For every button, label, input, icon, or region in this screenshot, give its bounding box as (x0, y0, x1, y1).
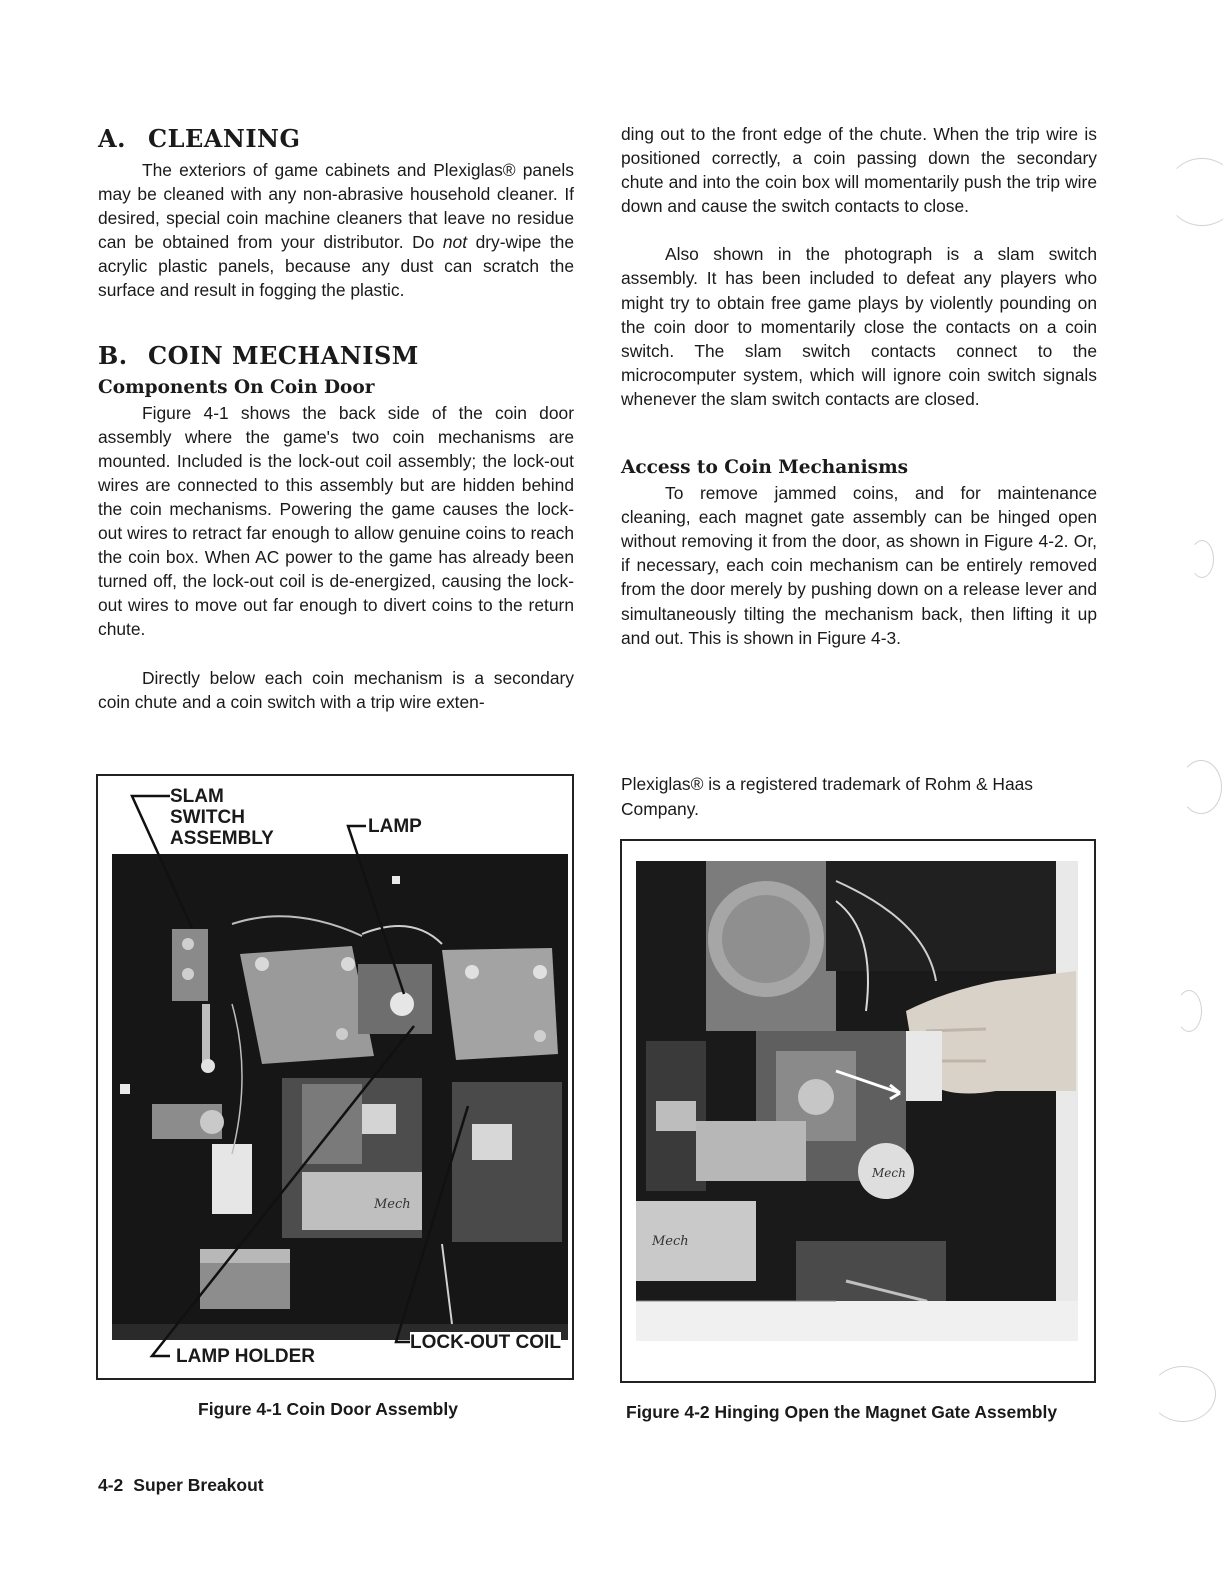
coin-chute-paragraph-continued: ding out to the front edge of the chute. When the trip wire is positioned correctly, a coin passing down the secondary chute and into the coin box will momentarily push the trip wire down and cause the switch contacts to close. (621, 124, 1097, 217)
right-column (621, 122, 1097, 650)
page-number: 4-2 (98, 1475, 124, 1495)
access-subheading: Access to Coin Mechanisms (621, 457, 909, 479)
figure-4-1 (96, 774, 574, 1380)
section-a-title: CLEANING (148, 124, 301, 153)
section-b-heading (98, 339, 574, 373)
trademark-note: Plexiglas® is a registered trademark of Rohm & Haas Company. (621, 774, 1034, 819)
binder-hole (1176, 990, 1202, 1032)
coin-chute-paragraph: Directly below each coin mechanism is a secondary coin chute and a coin switch with a trip wire exten- (98, 667, 574, 712)
binder-hole (1150, 1366, 1216, 1422)
svg-text:Mech: Mech (374, 1197, 411, 1212)
left-column (98, 122, 574, 714)
slam-switch-paragraph: Also shown in the photograph is a slam switch assembly. It has been included to defeat any players who might try to obtain free game plays by violently pounding on the coin door to momentarily close the contacts on a coin switch. The slam switch contacts connect to the microcomputer system, which will ignore coin switch signals whenever the slam switch contacts are closed. (621, 244, 1097, 409)
callout-lamp: LAMP (368, 816, 422, 837)
page-footer (98, 1474, 264, 1496)
callout-lamp-holder: LAMP HOLDER (176, 1346, 315, 1367)
section-a-heading (98, 122, 574, 156)
manual-title: Super Breakout (133, 1475, 264, 1495)
svg-text:Mech: Mech (872, 1166, 906, 1180)
cleaning-paragraph: The exteriors of game cabinets and Plexiglas® panels may be cleaned with any non-abrasive household cleaner. If desired, special coin machine cleaners that leave no residue can be obtained from your distributor. Do not dry-wipe the acrylic plastic panels, because any dust can scratch the surface and result in fogging the plastic. (98, 160, 574, 301)
access-paragraph: To remove jammed coins, and for maintenance cleaning, each magnet gate assembly can be hinged open without removing it from the door, as shown in Figure 4-2. Or, if necessary, each coin mechanism can be entirely removed from the door merely by pushing down on a release lever and simultaneously tilting the mechanism back, then lifting it up and out. This is shown in Figure 4-3. (621, 483, 1097, 648)
components-subheading: Components On Coin Door (98, 376, 375, 398)
binder-hole (1190, 540, 1214, 578)
figure-4-2 (620, 839, 1096, 1383)
binder-hole (1180, 760, 1222, 814)
callout-leader-lines (98, 776, 572, 1378)
figure-4-2-caption: Figure 4-2 Hinging Open the Magnet Gate Assembly (626, 1402, 1058, 1422)
callout-lockout-coil: LOCK-OUT COIL (410, 1332, 561, 1353)
callout-slam-switch: SLAM SWITCH ASSEMBLY (170, 786, 274, 849)
section-a-letter: A. (98, 124, 126, 153)
components-paragraph: Figure 4-1 shows the back side of the coin door assembly where the game's two coin mechanisms are mounted. Included is the lock-out coil assembly; the lock-out wires are connected to this assembly but are hidden behind the coin mechanisms. Powering the game causes the lock-out wires to retract far enough to allow genuine coins to reach the coin box. When AC power to the game has already been turned off, the lock-out coil is de-energized, causing the lock-out wires to move out far enough to divert coins to the return chute. (98, 402, 574, 640)
magnet-gate-photo (636, 861, 1078, 1341)
section-b-letter: B. (98, 340, 128, 370)
section-b-title: COIN MECHANISM (148, 340, 419, 370)
svg-text:Mech: Mech (652, 1234, 689, 1249)
binder-hole (1166, 158, 1223, 226)
figure-4-1-caption: Figure 4-1 Coin Door Assembly (198, 1399, 458, 1419)
